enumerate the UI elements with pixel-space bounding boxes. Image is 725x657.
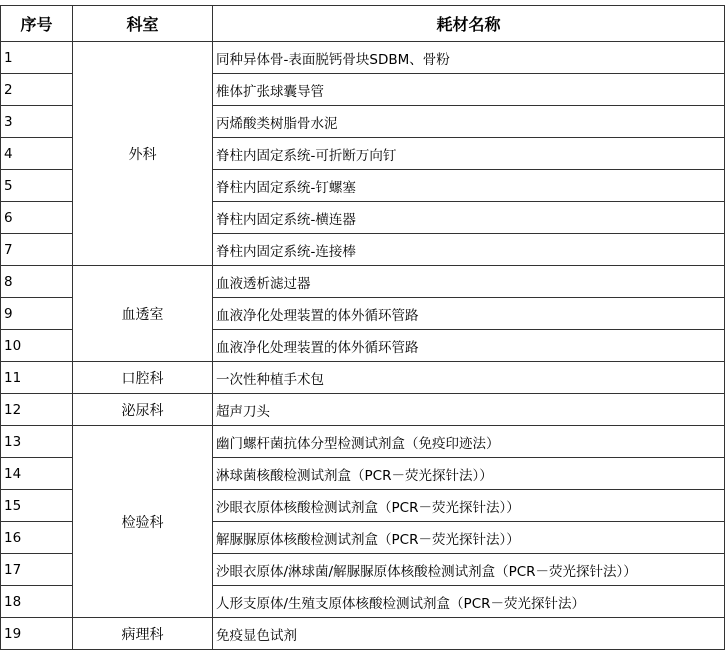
material-name: 幽门螺杆菌抗体分型检测试剂盒（免疫印迹法） — [213, 426, 725, 458]
table-row — [1, 618, 725, 650]
row-index: 16 — [1, 522, 73, 554]
material-name: 椎体扩张球囊导管 — [213, 74, 725, 106]
row-index: 17 — [1, 554, 73, 586]
row-index: 12 — [1, 394, 73, 426]
material-name: 脊柱内固定系统-连接棒 — [213, 234, 725, 266]
department-cell: 泌尿科 — [73, 394, 213, 426]
material-name: 丙烯酸类树脂骨水泥 — [213, 106, 725, 138]
material-name: 沙眼衣原体/淋球菌/解脲脲原体核酸检测试剂盒（PCR－荧光探针法）） — [213, 554, 725, 586]
row-index: 9 — [1, 298, 73, 330]
row-index: 14 — [1, 458, 73, 490]
table-row — [1, 266, 725, 298]
table-row — [1, 362, 725, 394]
department-cell: 检验科 — [73, 426, 213, 618]
material-name: 解脲脲原体核酸检测试剂盒（PCR－荧光探针法）） — [213, 522, 725, 554]
row-index: 3 — [1, 106, 73, 138]
row-index: 19 — [1, 618, 73, 650]
material-name: 人形支原体/生殖支原体核酸检测试剂盒（PCR－荧光探针法） — [213, 586, 725, 618]
department-cell: 血透室 — [73, 266, 213, 362]
header-index: 序号 — [1, 6, 73, 42]
department-cell: 口腔科 — [73, 362, 213, 394]
material-name: 血液透析滤过器 — [213, 266, 725, 298]
material-name: 一次性种植手术包 — [213, 362, 725, 394]
material-name: 免疫显色试剂 — [213, 618, 725, 650]
material-name: 脊柱内固定系统-钉螺塞 — [213, 170, 725, 202]
material-name: 脊柱内固定系统-横连器 — [213, 202, 725, 234]
header-material: 耗材名称 — [213, 6, 725, 42]
material-name: 血液净化处理装置的体外循环管路 — [213, 298, 725, 330]
row-index: 2 — [1, 74, 73, 106]
header-row — [1, 6, 725, 42]
materials-table — [0, 5, 725, 650]
row-index: 1 — [1, 42, 73, 74]
table-row — [1, 42, 725, 74]
department-cell: 外科 — [73, 42, 213, 266]
row-index: 7 — [1, 234, 73, 266]
row-index: 18 — [1, 586, 73, 618]
row-index: 4 — [1, 138, 73, 170]
material-name: 同种异体骨-表面脱钙骨块SDBM、骨粉 — [213, 42, 725, 74]
row-index: 13 — [1, 426, 73, 458]
material-name: 超声刀头 — [213, 394, 725, 426]
table-row — [1, 394, 725, 426]
table-row — [1, 426, 725, 458]
row-index: 6 — [1, 202, 73, 234]
material-name: 沙眼衣原体核酸检测试剂盒（PCR－荧光探针法）） — [213, 490, 725, 522]
header-department: 科室 — [73, 6, 213, 42]
row-index: 11 — [1, 362, 73, 394]
row-index: 10 — [1, 330, 73, 362]
row-index: 5 — [1, 170, 73, 202]
material-name: 淋球菌核酸检测试剂盒（PCR－荧光探针法）） — [213, 458, 725, 490]
row-index: 15 — [1, 490, 73, 522]
department-cell: 病理科 — [73, 618, 213, 650]
material-name: 血液净化处理装置的体外循环管路 — [213, 330, 725, 362]
material-name: 脊柱内固定系统-可折断万向钉 — [213, 138, 725, 170]
row-index: 8 — [1, 266, 73, 298]
